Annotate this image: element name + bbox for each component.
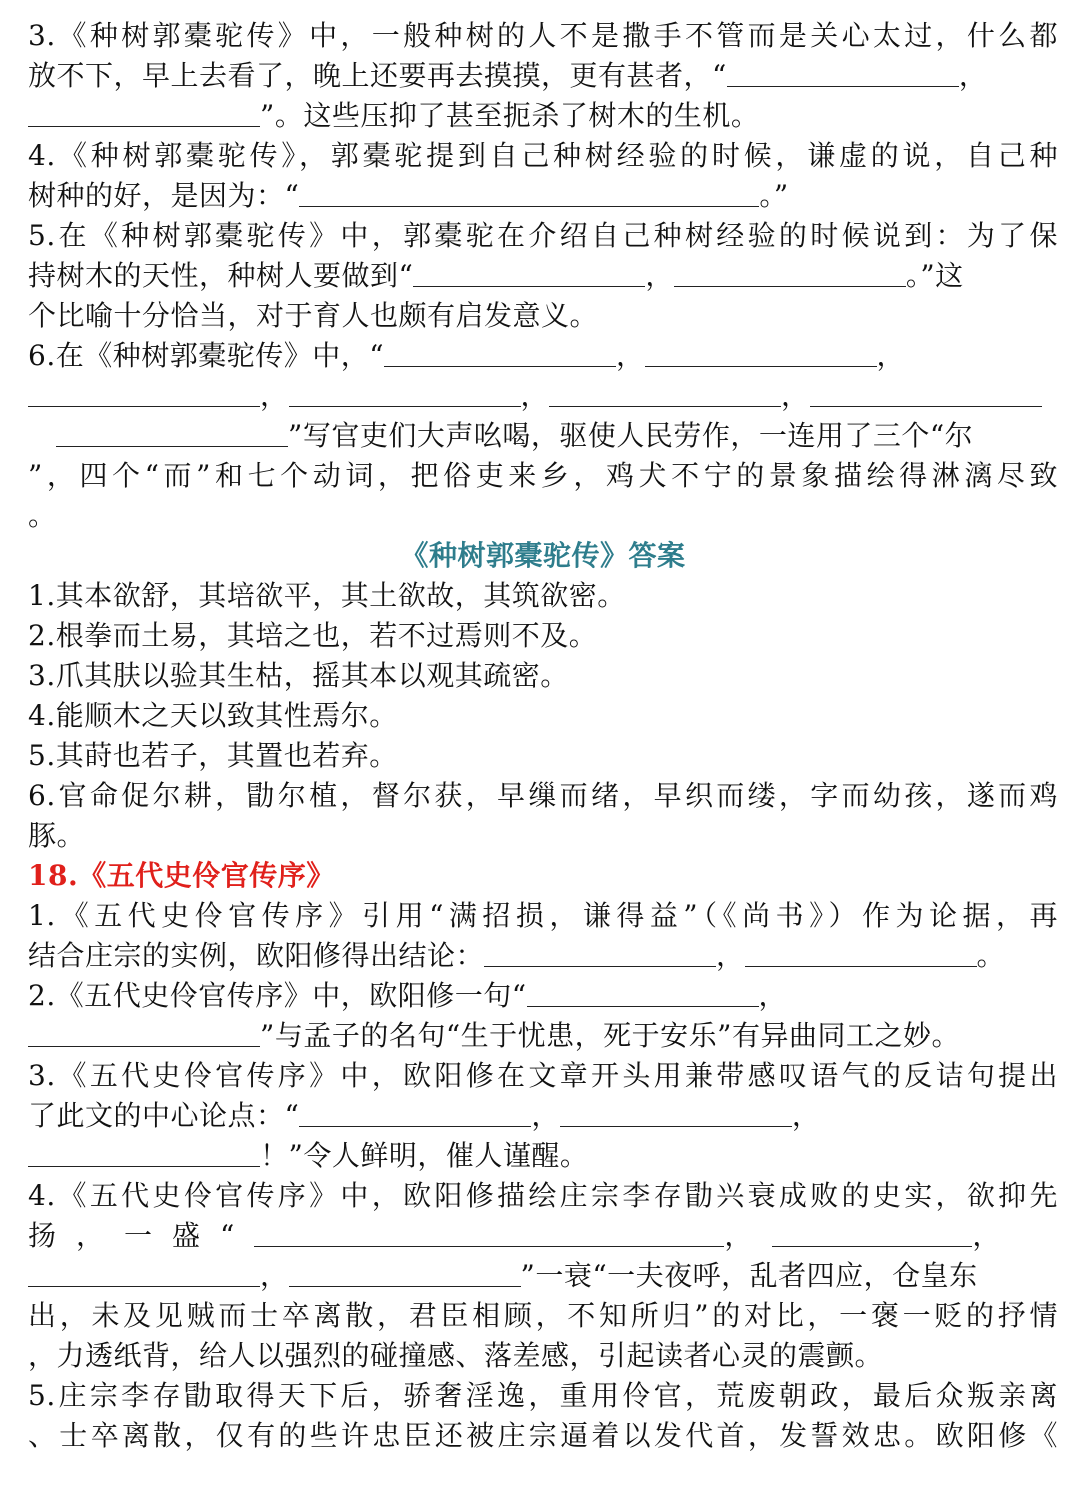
q3-line-1: 3.《种树郭橐驼传》中，一般种树的人不是撒手不管而是关心太过，什么都 [28,19,1058,52]
q6-line-2: ， ， ， [28,376,1058,416]
q4-line-2: 树种的好，是因为：“ 。” [28,179,789,212]
q3-line-3: ”。这些压抑了甚至扼杀了树木的生机。 [28,96,1058,136]
s18-q4-line-3: ， ”一衰“一夫夜呼，乱者四应，仓皇东 [28,1256,1058,1296]
s18-q1-line-1: 1.《五代史伶官传序》引用“满招损，谦得益”（《尚书》）作为论据，再 [28,899,1058,932]
answer-blank[interactable] [289,380,521,407]
answer-blank[interactable] [299,1100,531,1127]
q3-line-2: 放不下，早上去看了，晚上还要再去摸摸，更有甚者，“ ， [28,59,988,92]
answer-blank[interactable] [727,60,959,87]
answer-blank[interactable] [560,1100,792,1127]
answer-blank[interactable] [527,980,759,1007]
s18-q2-line-2: ”与孟子的名句“生于忧患，死于安乐”有异曲同工之妙。 [28,1016,1058,1056]
s18-q4-line-1: 4.《五代史伶官传序》中，欧阳修描绘庄宗李存勖兴衰成败的史实，欲抑先 [28,1179,1058,1212]
q6-line-1: 6.在《种树郭橐驼传》中，“ ， ， [28,339,906,372]
answer-blank[interactable] [413,260,645,287]
answer-blank[interactable] [289,1260,521,1287]
s18-q3-line-2: 了此文的中心论点：“ ， ， [28,1099,821,1132]
answer-6-line-2: 豚。 [28,819,86,852]
answer-2: 2.根拳而土易，其培之也，若不过焉则不及。 [28,619,598,652]
answer-blank[interactable] [384,340,616,367]
answer-blank[interactable] [28,1020,260,1047]
answer-blank[interactable] [299,180,759,207]
answer-blank[interactable] [674,260,906,287]
s18-q5-line-1: 5.庄宗李存勖取得天下后，骄奢淫逸，重用伶官，荒废朝政，最后众叛亲离 [28,1379,1058,1412]
s18-q3-line-3: ！”令人鲜明，催人谨醒。 [28,1136,1058,1176]
answer-blank[interactable] [254,1220,724,1247]
answer-6-line-1: 6.官命促尔耕，勖尔植，督尔获，早缫而绪，早织而缕，字而幼孩，遂而鸡 [28,779,1058,812]
q6-line-3: ”写官吏们大声吆喝，驱使人民劳作，一连用了三个“尔 [28,416,1058,456]
s18-q5-line-2: 、士卒离散，仅有的些许忠臣还被庄宗逼着以发代首，发誓效忠。欧阳修《 [28,1419,1058,1452]
answer-blank[interactable] [28,100,260,127]
answer-blank[interactable] [56,420,288,447]
answer-blank[interactable] [772,1220,972,1247]
answer-blank[interactable] [28,1260,260,1287]
q6-line-4: ”，四个“而”和七个动词，把俗吏来乡，鸡犬不宁的景象描绘得淋漓尽致 [28,459,1058,492]
s18-q4-line-4: 出，未及见贼而士卒离散，君臣相顾，不知所归”的对比，一褒一贬的抒情 [28,1299,1058,1332]
s18-q1-line-2: 结合庄宗的实例，欧阳修得出结论： ， 。 [28,939,1006,972]
q5-line-1: 5.在《种树郭橐驼传》中，郭橐驼在介绍自己种树经验的时候说到：为了保 [28,219,1058,252]
answer-blank[interactable] [645,340,877,367]
s18-q4-line-5: ，力透纸背，给人以强烈的碰撞感、落差感，引起读者心灵的震颤。 [28,1339,884,1372]
answer-blank[interactable] [549,380,781,407]
answer-blank[interactable] [484,940,716,967]
q5-line-3: 个比喻十分恰当，对于育人也颇有启发意义。 [28,299,599,332]
answers-heading: 《种树郭橐驼传》答案 [400,539,686,572]
q6-line-5: 。 [28,499,57,532]
section-18-title: 18.《五代史伶官传序》 [28,859,335,892]
q5-line-2: 持树木的天性，种树人要做到“ ， 。”这 [28,259,964,292]
answer-blank[interactable] [28,1140,260,1167]
answer-blank[interactable] [745,940,977,967]
answer-5: 5.其莳也若子，其置也若弃。 [28,739,398,772]
s18-q3-line-1: 3.《五代史伶官传序》中，欧阳修在文章开头用兼带感叹语气的反诘句提出 [28,1059,1058,1092]
answer-3: 3.爪其肤以验其生枯，摇其本以观其疏密。 [28,659,569,692]
q4-line-1: 4.《种树郭橐驼传》，郭橐驼提到自己种树经验的时候，谦虚的说，自己种 [28,139,1058,172]
answer-blank[interactable] [28,380,260,407]
answer-blank[interactable] [810,380,1042,407]
s18-q4-line-2: 扬，一盛“ ， ， [28,1219,1021,1252]
s18-q2-line-1: 2.《五代史伶官传序》中，欧阳修一句“ ， [28,979,788,1012]
answer-4: 4.能顺木之天以致其性焉尔。 [28,699,398,732]
answer-1: 1.其本欲舒，其培欲平，其土欲故，其筑欲密。 [28,579,626,612]
